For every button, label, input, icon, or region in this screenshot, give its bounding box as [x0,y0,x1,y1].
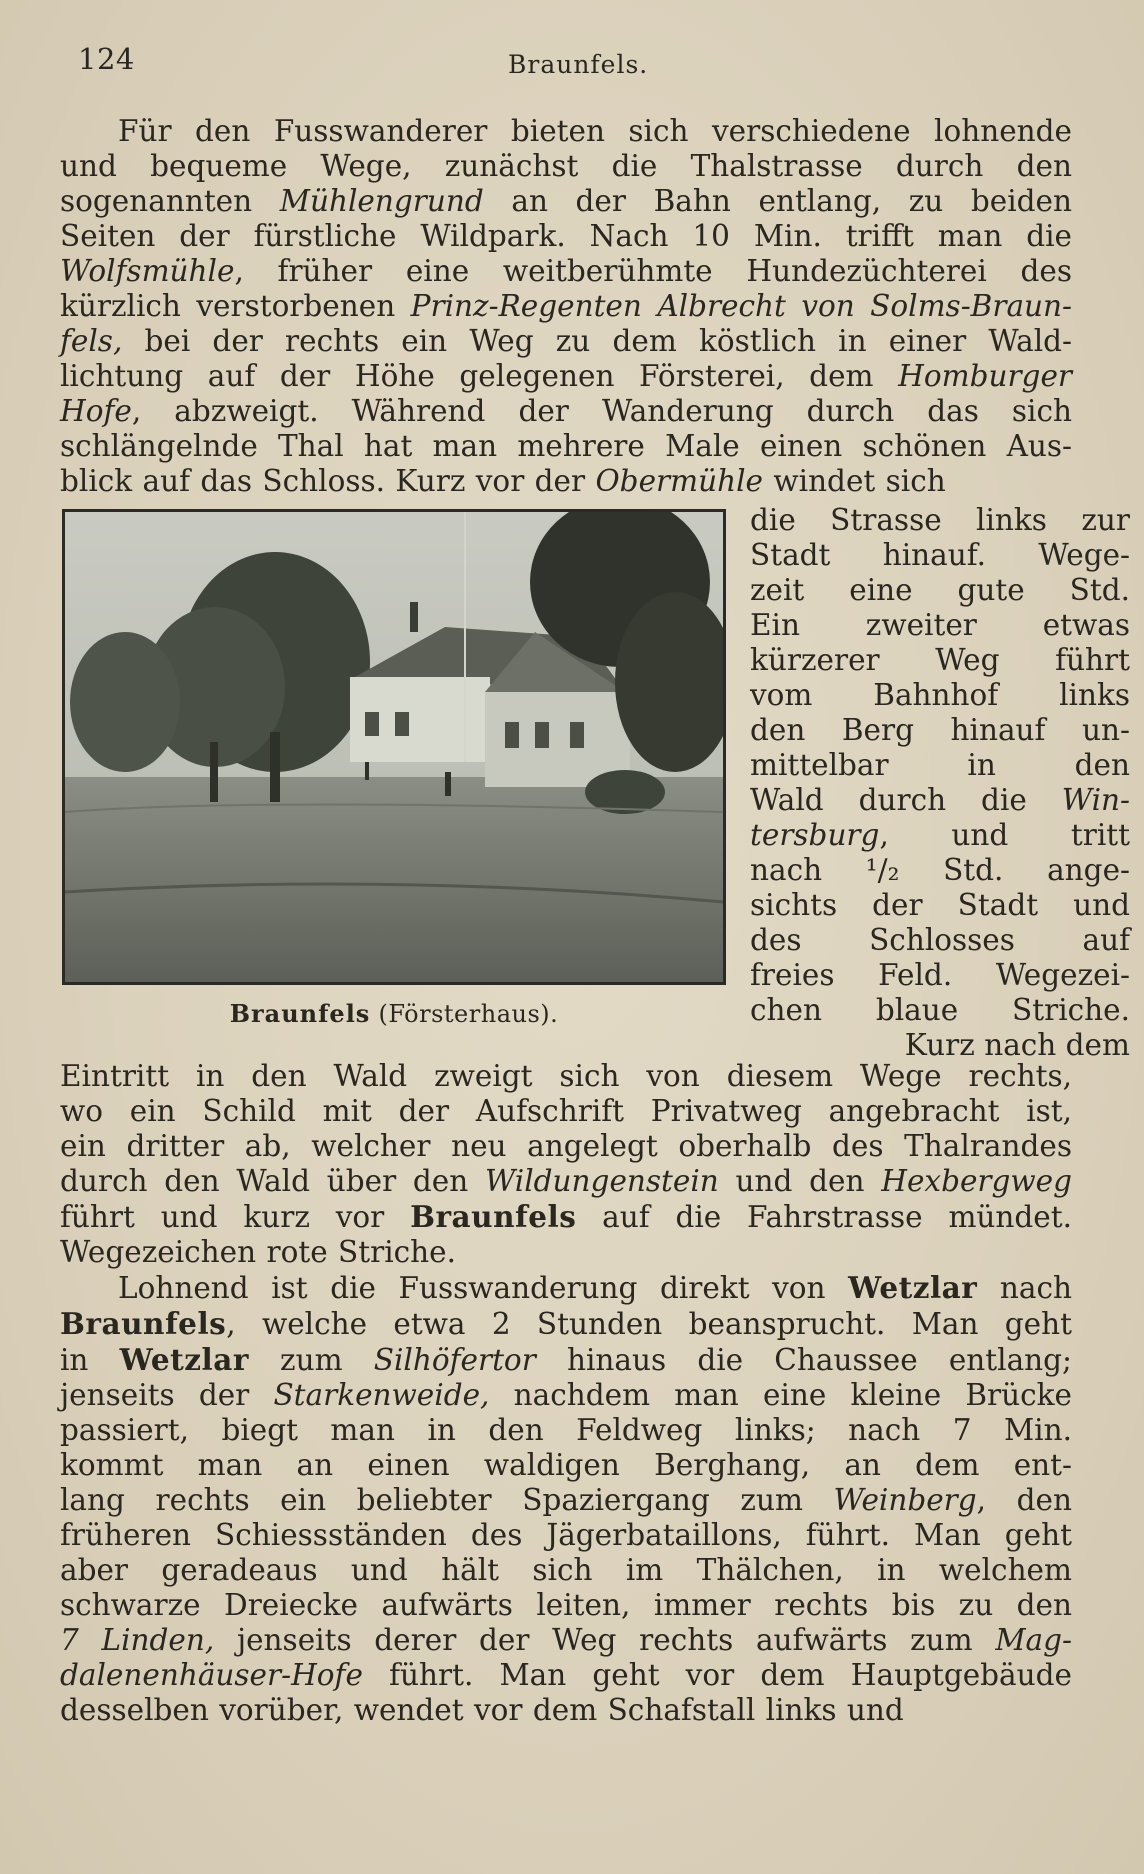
text-line: schlängelnde Thal hat man mehrere Male einen schönen Aus- [60,429,1072,463]
page-header [78,42,1070,86]
text-line: desselben vorüber, wendet vor dem Schafstall links und [60,1693,904,1727]
figure-caption [62,999,726,1028]
page-body [60,114,1130,1728]
paragraph-2 [60,1059,1072,1270]
text-line: 7 Linden, jenseits derer der Weg rechts aufwärts zum Mag- [60,1623,1072,1657]
text-line: Seiten der fürstliche Wildpark. Nach 10 Min. trifft man die [60,219,1072,253]
text-line: in Wetzlar zum Silhöfertor hinaus die Chaussee entlang; [60,1342,1072,1377]
text-line: dalenenhäuser-Hofe führt. Man geht vor dem Hauptgebäude [60,1658,1072,1692]
text-line: Kurz nach dem [904,1028,1130,1062]
text-line: Wolfsmühle, früher eine weitberühmte Hundezüchterei des [60,254,1072,288]
text-line: des Schlosses auf [750,923,1130,957]
text-line: durch den Wald über den Wildungenstein und den Hexbergweg [60,1164,1072,1198]
text-line: Ein zweiter etwas [750,608,1130,642]
text-line: sogenannten Mühlengrund an der Bahn entlang, zu beiden [60,184,1072,218]
text-line: Wald durch die Win- [750,783,1130,817]
text-line: vom Bahnhof links [750,678,1130,712]
text-line: lichtung auf der Höhe gelegenen Försterei, dem Homburger [60,359,1072,393]
text-line: die Strasse links zur [750,503,1130,537]
text-line: den Berg hinauf un- [750,713,1130,747]
text-line: wo ein Schild mit der Aufschrift Privatweg angebracht ist, [60,1094,1072,1128]
text-line: jenseits der Starkenweide, nachdem man eine kleine Brücke [60,1378,1073,1412]
caption-place: Braunfels [229,999,371,1028]
paragraph-3 [60,1270,1072,1728]
text-line: sichts der Stadt und [750,888,1130,922]
figure-row [60,503,1130,1062]
text-line: mittelbar in den [750,748,1130,782]
caption-detail: (Försterhaus). [378,1000,559,1028]
text-line: früheren Schiessständen des Jägerbataillons, führt. Man geht [60,1518,1072,1552]
photograph-forsterhaus [62,509,726,985]
text-line: kürzerer Weg führt [750,643,1130,677]
running-head: Braunfels. [508,50,649,79]
side-column-text [750,503,1130,1063]
text-line: zeit eine gute Std. [750,573,1130,607]
text-line: Für den Fusswanderer bieten sich verschiedene lohnende [118,114,1072,148]
text-line: aber geradeaus und hält sich im Thälchen, in welchem [60,1553,1072,1587]
text-line: passiert, biegt man in den Feldweg links; nach 7 Min. [60,1413,1072,1447]
text-line: fels, bei der rechts ein Weg zu dem köstlich in einer Wald- [60,324,1072,358]
text-line: Eintritt in den Wald zweigt sich von diesem Wege rechts, [60,1059,1072,1093]
text-line: und bequeme Wege, zunächst die Thalstrasse durch den [60,149,1072,183]
text-line: ein dritter ab, welcher neu angelegt oberhalb des Thalrandes [60,1129,1072,1163]
paragraph-1 [60,114,1072,499]
text-line: kürzlich verstorbenen Prinz-Regenten Albrecht von Solms-Braun- [60,289,1073,323]
text-line: Wegezeichen rote Striche. [60,1235,457,1269]
text-line: kommt man an einen waldigen Berghang, an dem ent- [60,1448,1072,1482]
text-line: führt und kurz vor Braunfels auf die Fahrstrasse mündet. [60,1199,1072,1234]
text-line: Stadt hinauf. Wege- [750,538,1130,572]
text-line: schwarze Dreiecke aufwärts leiten, immer rechts bis zu den [60,1588,1072,1622]
text-line: Hofe, abzweigt. Während der Wanderung durch das sich [60,394,1072,428]
page-number: 124 [78,42,135,76]
text-line: Lohnend ist die Fusswanderung direkt von Wetzlar nach [118,1270,1072,1305]
text-line: lang rechts ein beliebter Spaziergang zum Weinberg, den [60,1483,1072,1517]
figure [62,509,726,1028]
text-line: Braunfels, welche etwa 2 Stunden beansprucht. Man geht [60,1306,1072,1341]
text-line: chen blaue Striche. [750,993,1130,1027]
text-line: nach ¹/₂ Std. ange- [750,853,1130,887]
text-line: tersburg, und tritt [750,818,1130,852]
text-line: blick auf das Schloss. Kurz vor der Obermühle windet sich [60,464,946,498]
text-line: freies Feld. Wegezei- [750,958,1130,992]
